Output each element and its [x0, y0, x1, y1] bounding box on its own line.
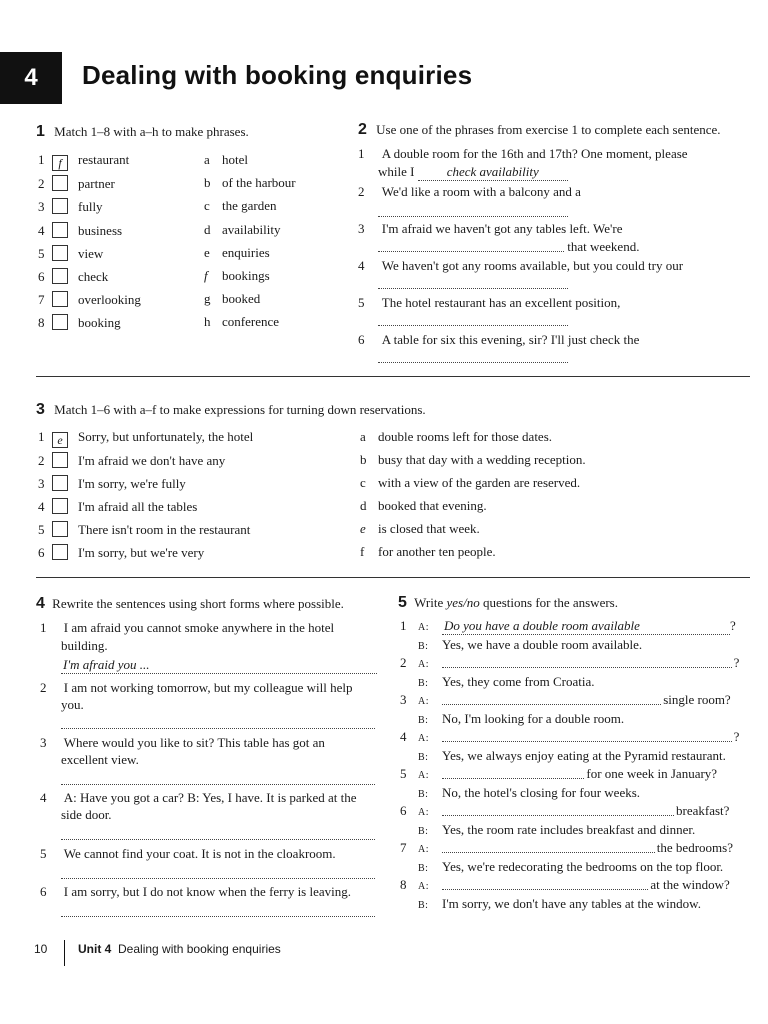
dialogue-6-question — [400, 803, 729, 819]
option-text: availability — [222, 221, 281, 237]
exercise-2-item-2: 2 We'd like a room with a balcony and a — [358, 184, 581, 199]
item-number: 1 — [38, 429, 45, 444]
item-text: booking — [78, 315, 121, 331]
exercise-2-item-6: 6 A table for six this evening, sir? I'll just check the — [358, 332, 640, 347]
answer-box[interactable] — [52, 268, 68, 284]
question-mark: ? — [730, 618, 736, 633]
dialogue-1-answer — [400, 637, 642, 653]
item-number: 6 — [38, 545, 45, 560]
reservation-option-c — [360, 475, 580, 491]
answer-box[interactable] — [52, 475, 68, 491]
option-letter: e — [204, 244, 210, 260]
item-number: 2 — [38, 453, 45, 468]
answer-box[interactable] — [52, 452, 68, 468]
option-letter: d — [360, 498, 367, 513]
option-text: the garden — [222, 198, 277, 214]
option-text: hotel — [222, 152, 248, 167]
exercise-2-item-3-blank[interactable] — [378, 239, 564, 252]
item-number: 5 — [400, 766, 407, 781]
answer-text: Yes, they come from Croatia. — [442, 674, 595, 689]
exercise-4-item-1: 1 I am afraid you cannot smoke anywhere in the hotel — [40, 620, 335, 635]
unit-number: 4 — [24, 64, 38, 91]
item-number: 4 — [400, 729, 407, 744]
exercise-4-item-3: 3 Where would you like to sit? This table has got an — [40, 735, 325, 750]
item-number: 6 — [400, 803, 407, 818]
answer-box[interactable] — [52, 521, 68, 537]
item-number: 1 — [400, 618, 407, 633]
question-blank[interactable] — [442, 877, 648, 890]
matching-option-b — [204, 175, 296, 191]
speaker-a-label: A: — [418, 622, 429, 633]
item-text: I'm sorry, we're fully — [78, 476, 186, 491]
exercise-2-heading — [358, 121, 721, 139]
question-blank[interactable] — [442, 803, 674, 816]
matching-option-d — [204, 222, 280, 238]
matching-item-6 — [38, 268, 108, 285]
exercise-4-item-2-line2: you. — [61, 697, 84, 712]
item-text: partner — [78, 176, 115, 192]
exercise-2-item-4-blank[interactable] — [378, 276, 568, 292]
reservation-item-6 — [38, 544, 204, 561]
exercise-4-item-1-line2: building. — [61, 638, 108, 653]
page-number: 10 — [34, 942, 48, 956]
option-text: for another ten people. — [378, 544, 496, 559]
reservation-item-5 — [38, 521, 250, 538]
question-blank[interactable] — [442, 692, 661, 705]
exercise-4-instruction: Rewrite the sentences using short forms where possible. — [52, 596, 344, 611]
item-number: 3 — [38, 199, 45, 215]
question-ending: single room? — [663, 692, 731, 707]
option-text: conference — [222, 314, 280, 330]
matching-option-g — [204, 291, 260, 307]
item-text: I'm sorry, but we're very — [78, 545, 205, 560]
exercise-4-item-3-blank[interactable] — [61, 772, 375, 788]
exercise-5-heading — [398, 594, 618, 612]
answer-box[interactable]: f — [52, 155, 68, 171]
exercise-3-instruction: Match 1–6 with a–f to make expressions for turning down reservations. — [54, 402, 426, 417]
exercise-5-number: 5 — [398, 594, 407, 611]
option-letter: g — [204, 291, 211, 307]
matching-option-f — [204, 268, 270, 284]
answer-text: Yes, we have a double room available. — [442, 637, 643, 652]
answer-box[interactable] — [52, 291, 68, 307]
option-letter: c — [360, 475, 366, 490]
reservation-option-e — [360, 521, 480, 537]
exercise-4-heading — [36, 595, 344, 613]
exercise-4-number: 4 — [36, 595, 45, 612]
speaker-b-label: B: — [418, 900, 429, 911]
question-blank[interactable] — [442, 840, 655, 853]
example-question-answer[interactable]: Do you have a double room available — [442, 618, 730, 635]
option-text: double rooms left for those dates. — [378, 429, 553, 444]
reservation-item-4 — [38, 498, 197, 515]
question-ending: ? — [733, 729, 740, 744]
page-title: Dealing with booking enquiries — [82, 60, 473, 90]
option-letter: f — [360, 544, 365, 559]
matching-option-a — [204, 152, 248, 168]
speaker-b-label: B: — [418, 863, 429, 874]
item-number: 2 — [400, 655, 407, 670]
option-letter: b — [204, 175, 211, 191]
footer-divider — [64, 940, 65, 966]
question-blank[interactable] — [442, 766, 584, 779]
answer-box[interactable] — [52, 498, 68, 514]
question-ending: the bedrooms? — [656, 840, 733, 855]
matching-item-5 — [38, 245, 103, 262]
answer-box[interactable] — [52, 544, 68, 560]
reservation-option-a — [360, 429, 552, 445]
answer-text: Yes, we're redecorating the bedrooms on the top floor. — [442, 859, 724, 874]
exercise-4-item-2: 2 I am not working tomorrow, but my colleague will help — [40, 680, 353, 695]
item-number: 6 — [38, 269, 45, 284]
speaker-a-label: A: — [418, 881, 429, 892]
option-letter: e — [360, 521, 366, 536]
exercise-5-instruction: Write yes/no questions for the answers. — [414, 595, 618, 610]
section-divider — [36, 577, 750, 578]
question-ending: breakfast? — [676, 803, 730, 818]
speaker-b-label: B: — [418, 678, 429, 689]
option-letter: f — [204, 268, 208, 283]
option-text: booked — [222, 291, 261, 307]
exercise-1-number: 1 — [36, 123, 45, 140]
item-text: view — [78, 245, 104, 261]
exercise-4-item-4-blank[interactable] — [61, 827, 375, 843]
option-letter: a — [360, 429, 366, 444]
dialogue-7-question — [400, 840, 733, 856]
exercise-4-item-2-blank[interactable] — [61, 716, 375, 732]
answer-text: Yes, the room rate includes breakfast and dinner. — [442, 822, 696, 837]
dialogue-2-question — [400, 655, 739, 671]
item-number: 2 — [38, 176, 45, 192]
exercise-2-item-4: 4 We haven't got any rooms available, but you could try our — [358, 258, 684, 273]
matching-item-4 — [38, 222, 122, 239]
speaker-a-label: A: — [418, 770, 429, 781]
matching-item-1 — [38, 152, 129, 171]
question-blank[interactable] — [442, 729, 732, 742]
exercise-4-example-answer[interactable]: I'm afraid you ... — [61, 657, 377, 674]
unit-number-box — [0, 52, 62, 104]
answer-text: Yes, we always enjoy eating at the Pyramid restaurant. — [442, 748, 726, 763]
item-number: 4 — [38, 222, 45, 238]
section-divider — [36, 376, 750, 377]
item-text: I'm afraid we don't have any — [78, 453, 226, 468]
exercise-2-item-1: 1 A double room for the 16th and 17th? One moment, please — [358, 146, 688, 161]
option-text: bookings — [222, 268, 270, 283]
option-letter: h — [204, 314, 211, 330]
exercise-4-item-4-line2: side door. — [61, 807, 112, 822]
item-text: overlooking — [78, 292, 141, 308]
answer-box[interactable] — [52, 222, 68, 238]
dialogue-7-answer — [400, 859, 723, 875]
answer-box[interactable]: e — [52, 432, 68, 448]
exercise-3-heading — [36, 401, 426, 419]
exercise-2-item-2-blank[interactable] — [378, 204, 568, 220]
answer-box[interactable] — [52, 198, 68, 214]
dialogue-1-question — [400, 618, 736, 635]
exercise-2-item-1-line2: while I check availability — [378, 164, 568, 181]
matching-item-3 — [38, 198, 103, 215]
item-number: 7 — [38, 292, 45, 308]
option-text: is closed that week. — [378, 521, 480, 536]
option-text: of the harbour — [222, 175, 296, 191]
dialogue-8-question — [400, 877, 730, 893]
dialogue-4-answer — [400, 748, 726, 764]
exercise-2-number: 2 — [358, 121, 367, 138]
dialogue-8-answer — [400, 896, 701, 912]
dialogue-5-question — [400, 766, 717, 782]
reservation-option-d — [360, 498, 487, 514]
item-number: 7 — [400, 840, 407, 855]
dialogue-2-answer — [400, 674, 594, 690]
speaker-b-label: B: — [418, 826, 429, 837]
matching-option-c — [204, 198, 277, 214]
exercise-2-item-6-blank[interactable] — [378, 350, 568, 366]
option-text: enquiries — [222, 244, 270, 260]
speaker-b-label: B: — [418, 641, 429, 652]
exercise-2-instruction: Use one of the phrases from exercise 1 to complete each sentence. — [376, 122, 721, 137]
item-number: 4 — [38, 499, 45, 514]
exercise-3-number: 3 — [36, 401, 45, 418]
reservation-item-2 — [38, 452, 225, 469]
item-number: 5 — [38, 245, 45, 261]
question-blank[interactable] — [442, 655, 732, 668]
reservation-option-b — [360, 452, 586, 468]
reservation-item-3 — [38, 475, 186, 492]
exercise-4-item-5-blank[interactable] — [61, 866, 375, 882]
option-letter: b — [360, 452, 367, 467]
item-text: Sorry, but unfortunately, the hotel — [78, 429, 254, 444]
speaker-b-label: B: — [418, 752, 429, 763]
option-text: booked that evening. — [378, 498, 487, 513]
question-ending: ? — [733, 655, 740, 670]
item-number: 3 — [400, 692, 407, 707]
exercise-2-item-5: 5 The hotel restaurant has an excellent position, — [358, 295, 621, 310]
dialogue-3-question — [400, 692, 731, 708]
exercise-4-item-4: 4 A: Have you got a car? B: Yes, I have. It is parked at the — [40, 790, 357, 805]
reservation-option-f — [360, 544, 496, 560]
exercise-2-item-3: 3 I'm afraid we haven't got any tables left. We're — [358, 221, 623, 236]
exercise-1-heading — [36, 123, 249, 141]
dialogue-6-answer — [400, 822, 695, 838]
answer-box[interactable] — [52, 314, 68, 330]
dialogue-3-answer — [400, 711, 624, 727]
exercise-4-item-3-line2: excellent view. — [61, 752, 139, 767]
option-letter: a — [204, 152, 210, 167]
speaker-a-label: A: — [418, 844, 429, 855]
matching-item-8 — [38, 314, 121, 331]
speaker-b-label: B: — [418, 715, 429, 726]
item-text: business — [78, 222, 123, 238]
matching-item-2 — [38, 175, 115, 192]
speaker-a-label: A: — [418, 696, 429, 707]
item-number: 3 — [38, 476, 45, 491]
item-number: 8 — [400, 877, 407, 892]
reservation-item-1 — [38, 429, 253, 448]
item-text: check — [78, 269, 109, 284]
option-text: with a view of the garden are reserved. — [378, 475, 581, 490]
item-text: fully — [78, 199, 103, 215]
item-number: 5 — [38, 522, 45, 537]
exercise-4-item-5: 5 We cannot find your coat. It is not in the cloakroom. — [40, 846, 336, 861]
item-text: restaurant — [78, 152, 130, 167]
speaker-a-label: A: — [418, 659, 429, 670]
question-ending: at the window? — [650, 877, 730, 892]
item-number: 8 — [38, 315, 45, 331]
exercise-2-item-3-line2: that weekend. — [378, 239, 639, 255]
exercise-2-example-answer[interactable]: check availability — [418, 164, 568, 181]
answer-box[interactable] — [52, 175, 68, 191]
answer-box[interactable] — [52, 245, 68, 261]
answer-text: No, the hotel's closing for four weeks. — [442, 785, 641, 800]
option-text: busy that day with a wedding reception. — [378, 452, 586, 467]
matching-option-e — [204, 245, 270, 261]
footer-unit-title: Unit 4 Dealing with booking enquiries — [78, 942, 281, 956]
exercise-4-item-6-blank[interactable] — [61, 904, 375, 920]
dialogue-4-question — [400, 729, 739, 745]
matching-item-7 — [38, 291, 141, 308]
dialogue-5-answer — [400, 785, 640, 801]
option-letter: c — [204, 198, 210, 214]
speaker-b-label: B: — [418, 789, 429, 800]
matching-option-h — [204, 314, 279, 330]
item-number: 1 — [38, 152, 45, 167]
question-ending: for one week in January? — [586, 766, 718, 781]
exercise-1-instruction: Match 1–8 with a–h to make phrases. — [54, 124, 249, 139]
speaker-a-label: A: — [418, 733, 429, 744]
speaker-a-label: A: — [418, 807, 429, 818]
item-text: There isn't room in the restaurant — [78, 522, 251, 537]
answer-text: No, I'm looking for a double room. — [442, 711, 625, 726]
option-letter: d — [204, 221, 211, 237]
exercise-4-item-6: 6 I am sorry, but I do not know when the ferry is leaving. — [40, 884, 352, 899]
exercise-2-item-5-blank[interactable] — [378, 313, 568, 329]
item-text: I'm afraid all the tables — [78, 499, 198, 514]
answer-text: I'm sorry, we don't have any tables at the window. — [442, 896, 701, 911]
